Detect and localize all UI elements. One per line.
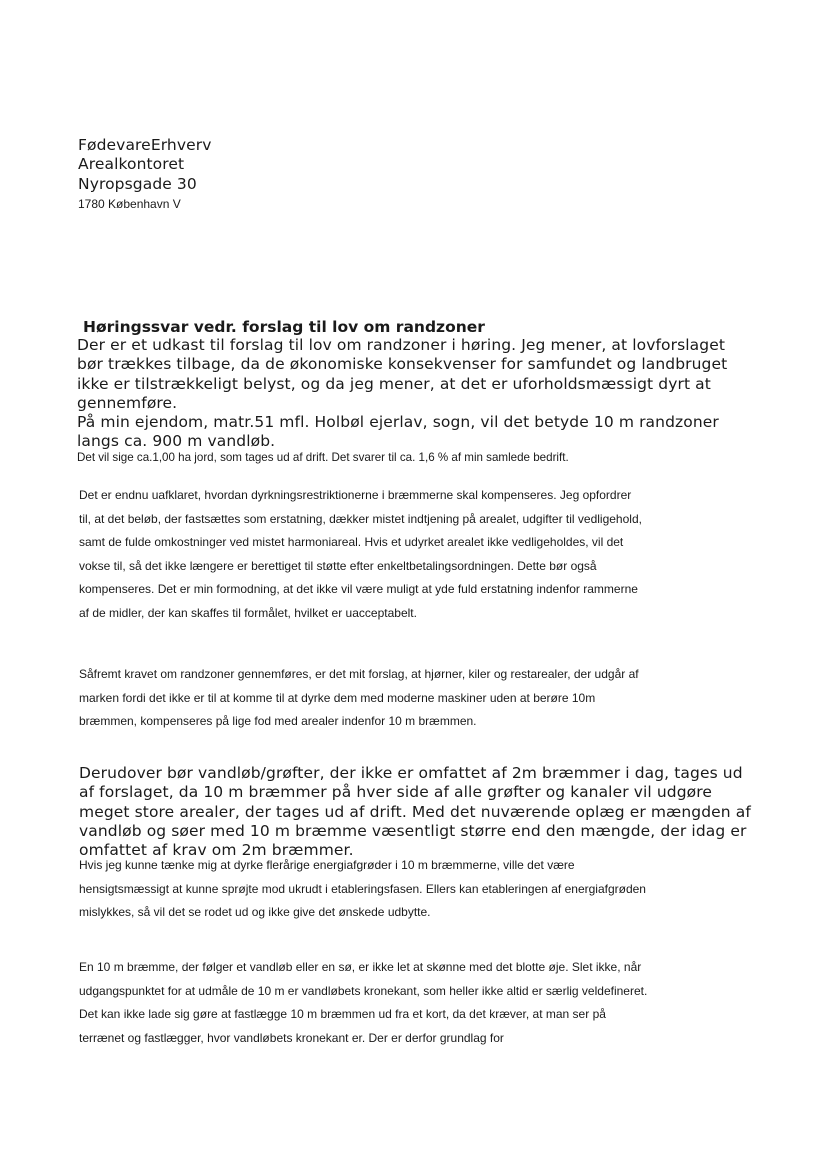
text-line: Hvis jeg kunne tænke mig at dyrke flerårige energiafgrøder i 10 m bræmmerne, ville det være [79,858,575,872]
text-line: vokse til, så det ikke længere er berettiget til støtte efter enkeltbetalingsordningen. Dette bør også [79,558,597,573]
paragraph-measurement [79,956,647,1050]
text-line: bør trækkes tilbage, da de økonomiske konsekvenser for samfundet og landbruget [77,355,728,374]
paragraph-waterways [79,764,751,860]
text-line: Såfremt kravet om randzoner gennemføres, er det mit forslag, at hjørner, kiler og restarealer, der udgår af [79,667,639,681]
text-line: meget store arealer, der tages ud af drift. Med det nuværende oplæg er mængden af [79,802,751,821]
text-line: samt de fulde omkostninger ved mistet harmoniareal. Hvis et udyrket arealet ikke vedligeholdes, vil det [79,535,624,549]
text-line: Derudover bør vandløb/grøfter, der ikke er omfattet af 2m bræmmer i dag, tages ud [79,764,743,782]
text-line: udgangspunktet for at udmåle de 10 m er vandløbets kronekant, som heller ikke altid er særlig veldefineret. [79,983,648,998]
paragraph-intro [77,336,727,452]
text-line: bræmmen, kompenseres på lige fod med arealer indenfor 10 m bræmmen. [79,714,477,728]
address-line: Nyropsgade 30 [78,174,197,193]
text-line: Det vil sige ca.1,00 ha jord, som tages ud af drift. Det svarer til ca. 1,6 % af min samlede bedrift. [77,451,569,464]
address-line: Arealkontoret [78,155,185,174]
text-line: vandløb og søer med 10 m bræmme væsentligt større end den mængde, der idag er [79,821,747,840]
text-line: terrænet og fastlægger, hvor vandløbets kronekant er. Der er derfor grundlag for [79,1030,504,1045]
text-line: En 10 m bræmme, der følger et vandløb eller en sø, er ikke let at skønne med det blotte øje. Slet ikke, når [79,960,642,974]
paragraph-corners [79,663,639,734]
text-line: gennemføre. [77,393,178,412]
text-line: til, at det beløb, der fastsættes som erstatning, dækker mistet indtjening på arealet, udgifter til vedligehold, [79,511,642,526]
text-line: marken fordi det ikke er til at komme til at dyrke dem med moderne maskiner uden at berøre 10m [79,690,596,705]
text-line: hensigtsmæssigt at kunne sprøjte mod ukrudt i etableringsfasen. Ellers kan etableringen af energiafgrøden [79,881,646,896]
paragraph-compensation [79,484,759,625]
paragraph-intro-note [77,448,569,468]
text-line: ikke er tilstrækkeligt belyst, og da jeg mener, at det er uforholdsmæssigt dyrt at [77,374,711,393]
text-line: langs ca. 900 m vandløb. [77,432,276,451]
document-title: Høringssvar vedr. forslag til lov om randzoner [83,318,485,336]
paragraph-energy-crops [79,854,646,925]
text-line: Det er endnu uafklaret, hvordan dyrkningsrestriktionerne i bræmmerne skal kompenseres. Jeg opfordrer [79,488,632,502]
text-line: På min ejendom, matr.51 mfl. Holbøl ejerlav, sogn, vil det betyde 10 m randzoner [77,413,719,432]
text-line: Der er et udkast til forslag til lov om randzoner i høring. Jeg mener, at lovforslaget [77,336,726,354]
address-line: 1780 København V [78,196,181,211]
address-line: FødevareErhverv [78,136,212,154]
text-line: af forslaget, da 10 m bræmmer på hver side af alle grøfter og kanaler vil udgøre [79,783,712,802]
text-line: omfattet af krav om 2m bræmmer. [79,841,354,860]
text-line: af de midler, der kan skaffes til formålet, hvilket er uacceptabelt. [79,605,417,620]
text-line: kompenseres. Det er min formodning, at det ikke vil være muligt at yde fuld erstatning indenfor rammerne [79,582,638,596]
text-line: Det kan ikke lade sig gøre at fastlægge 10 m bræmmen ud fra et kort, da det kræver, at man ser på [79,1007,606,1021]
recipient-address [78,136,212,214]
text-line: mislykkes, så vil det se rodet ud og ikke give det ønskede udbytte. [79,905,431,919]
